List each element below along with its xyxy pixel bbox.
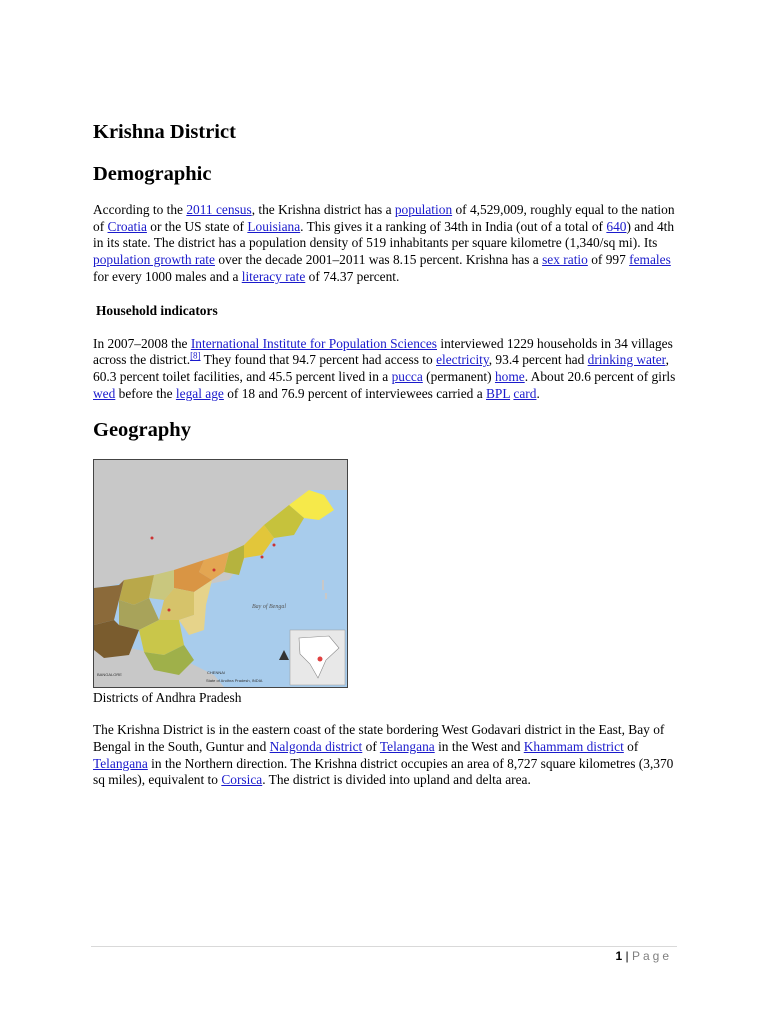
footer-divider [91,946,677,947]
link-2011-census[interactable]: 2011 census [186,202,252,217]
page-word: Page [631,949,672,963]
footer-separator: | [622,949,632,963]
link-640[interactable]: 640 [606,218,627,234]
map-caption: Districts of Andhra Pradesh [93,690,242,706]
link-sex-ratio[interactable]: sex ratio [542,252,588,268]
reference-8[interactable]: [8] [190,350,201,361]
andhra-pradesh-map [93,459,348,688]
household-indicators-heading: Household indicators [96,302,218,318]
sea-label: Bay of Bengal [252,604,286,611]
link-literacy-rate[interactable]: literacy rate [241,268,306,284]
map-image [94,460,347,687]
link-legal-age[interactable]: legal age [175,385,224,401]
link-home[interactable]: home [494,368,525,384]
link-iips[interactable]: International Institute for Population Sciences [190,335,438,351]
link-wed[interactable]: wed [93,385,116,401]
map-credit: State of Andhra Pradesh, INDIA [206,678,263,684]
page-title: Krishna District [93,121,236,143]
page-number: 1 [615,949,623,963]
page-footer [615,949,672,963]
geography-paragraph: The Krishna District is in the eastern coast of the state bordering West Godavari district in the East, Bay of Bengal in the South, Guntur and Nalgonda district of Telangana in the West and Khammam district of Telangana in the Northern direction. The Krishna district occupies an area of 8,727 square kilometres (3,370 sq miles), equivalent to Corsica. The district is divided into upland and delta area. [93,722,674,788]
link-telangana-2[interactable]: Telangana [93,755,148,771]
page-content [93,118,683,789]
link-card[interactable]: card [513,385,537,401]
link-louisiana[interactable]: Louisiana [247,218,301,234]
map-corner-label-left: BANGALORE [97,672,122,678]
link-females[interactable]: females [629,252,671,268]
geography-heading: Geography [93,419,191,442]
link-population[interactable]: population [394,202,453,217]
link-telangana[interactable]: Telangana [379,739,435,755]
link-pucca[interactable]: pucca [391,368,423,384]
link-population-growth-rate[interactable]: population growth rate [93,252,215,268]
link-bpl[interactable]: BPL [486,385,511,401]
link-khammam-district[interactable]: Khammam district [523,739,624,755]
household-paragraph: In 2007–2008 the International Institute for Population Sciences interviewed 1229 households in 34 villages across the district.[8] They found that 94.7 percent had access to electricity, 93.4 percent had drinking water, 60.3 percent toilet facilities, and 45.5 percent lived in a pucca (permanent) home. About 20.6 percent of girls wed before the legal age of 18 and 76.9 percent of interviewees carried a BPL card. [93,335,676,401]
link-corsica[interactable]: Corsica [221,772,263,788]
link-croatia[interactable]: Croatia [107,218,147,234]
link-electricity[interactable]: electricity [436,352,489,368]
link-nalgonda-district[interactable]: Nalgonda district [269,739,363,755]
link-drinking-water[interactable]: drinking water [587,352,666,368]
demographic-paragraph: According to the 2011 census, the Krishna district has a population of 4,529,009, roughly equal to the nation of Croatia or the US state of Louisiana. This gives it a ranking of 34th in India (out of a total of 640) and 4th in its state. The district has a population density of 519 inhabitants per square kilometre (1,340/sq mi). Its population growth rate over the decade 2001–2011 was 8.15 percent. Krishna has a sex ratio of 997 females for every 1000 males and a literacy rate of 74.37 percent. [93,202,675,284]
demographic-heading: Demographic [93,163,212,185]
map-corner-label-mid: CHENNAI [207,670,226,676]
